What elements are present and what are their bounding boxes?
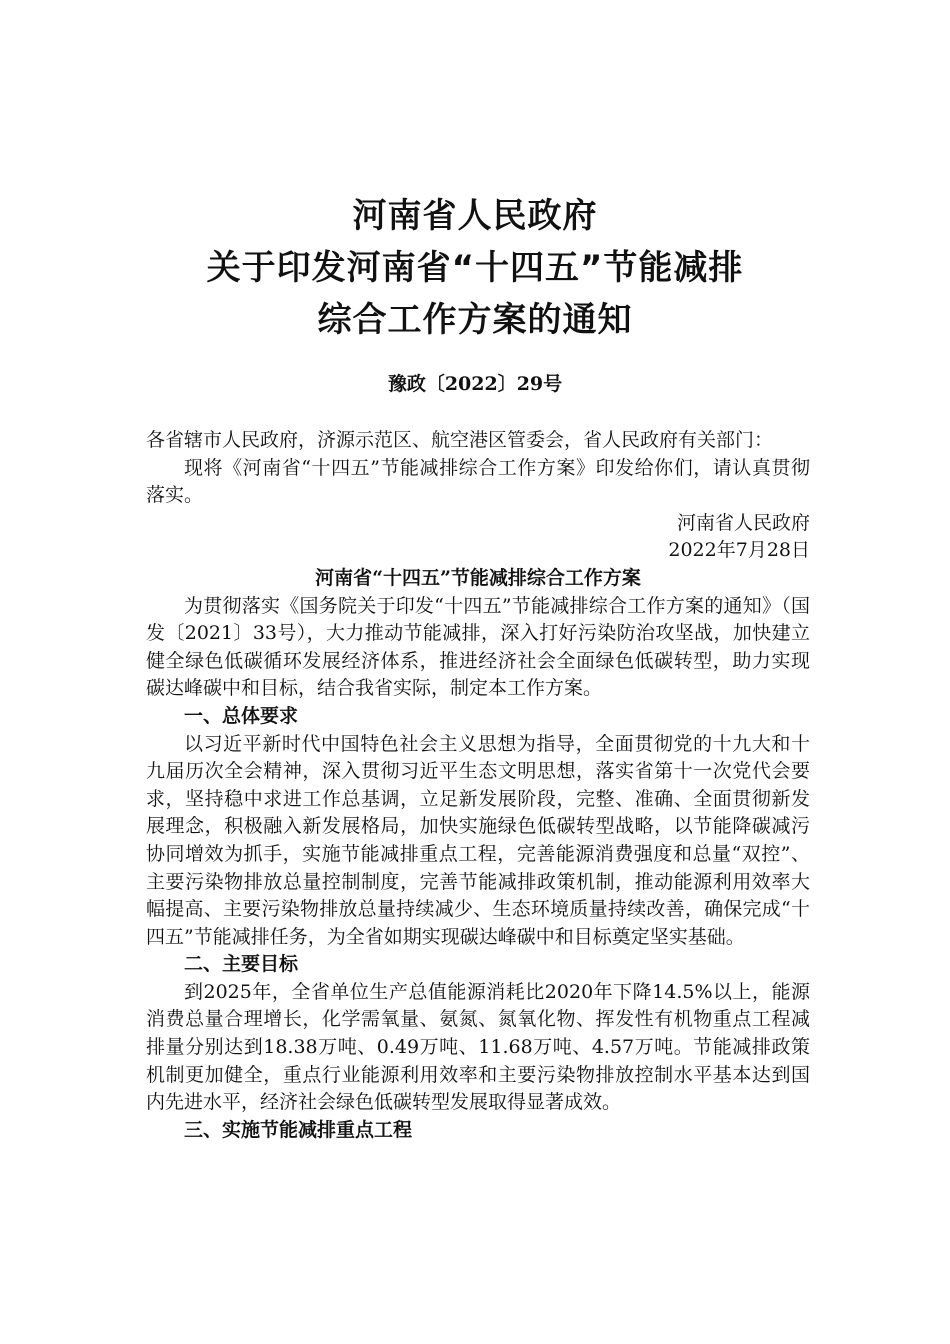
notice-body: 现将《河南省“十四五”节能减排综合工作方案》印发给你们，请认真贯彻落实。 [146,456,810,507]
document-title [0,190,950,346]
title-line-2: 关于印发河南省“十四五”节能减排 [206,248,744,288]
notice-date: 2022年7月28日 [668,539,810,562]
section-2-heading: 二、主要目标 [184,953,299,976]
document-number: 豫政〔2022〕29号 [387,373,563,395]
title-line-1: 河南省人民政府 [352,196,598,236]
notice-signature: 河南省人民政府 [676,511,810,534]
section-2-body: 到2025年，全省单位生产总值能源消耗比2020年下降14.5%以上，能源消费总量合理增长，化学需氧量、氨氮、氮氧化物、挥发性有机物重点工程减排量分别达到18.38万吨、0.49万吨、11.68万吨、4.57万吨。节能减排政策机制更加健全，重点行业能源利用效率和主要污染物排放控制水平基本达到国内先进水平，经济社会绿色低碳转型发展取得显著成效。 [146,980,810,1114]
plan-intro: 为贯彻落实《国务院关于印发“十四五”节能减排综合工作方案的通知》（国发〔2021〕33号），大力推动节能减排，深入打好污染防治攻坚战，加快建立健全绿色低碳循环发展经济体系，推进经济社会全面绿色低碳转型，助力实现碳达峰碳中和目标，结合我省实际，制定本工作方案。 [146,594,810,700]
plan-title: 河南省“十四五”节能减排综合工作方案 [315,566,641,589]
document-body [146,427,810,1144]
section-1-heading: 一、总体要求 [184,704,299,727]
section-1-body: 以习近平新时代中国特色社会主义思想为指导，全面贯彻党的十九大和十九届历次全会精神，深入贯彻习近平生态文明思想，落实省第十一次党代会要求，坚持稳中求进工作总基调，立足新发展阶段，完整、准确、全面贯彻新发展理念，积极融入新发展格局，加快实施绿色低碳转型战略，以节能降碳减污协同增效为抓手，实施节能减排重点工程，完善能源消费强度和总量“双控”、主要污染物排放总量控制制度，完善节能减排政策机制，推动能源利用效率大幅提高、主要污染物排放总量持续减少、生态环境质量持续改善，确保完成“十四五”节能减排任务，为全省如期实现碳达峰碳中和目标奠定坚实基础。 [146,732,810,948]
notice-addressees: 各省辖市人民政府，济源示范区、航空港区管委会，省人民政府有关部门： [146,429,774,451]
section-3-heading: 三、实施节能减排重点工程 [184,1118,413,1141]
title-line-3: 综合工作方案的通知 [317,300,633,340]
